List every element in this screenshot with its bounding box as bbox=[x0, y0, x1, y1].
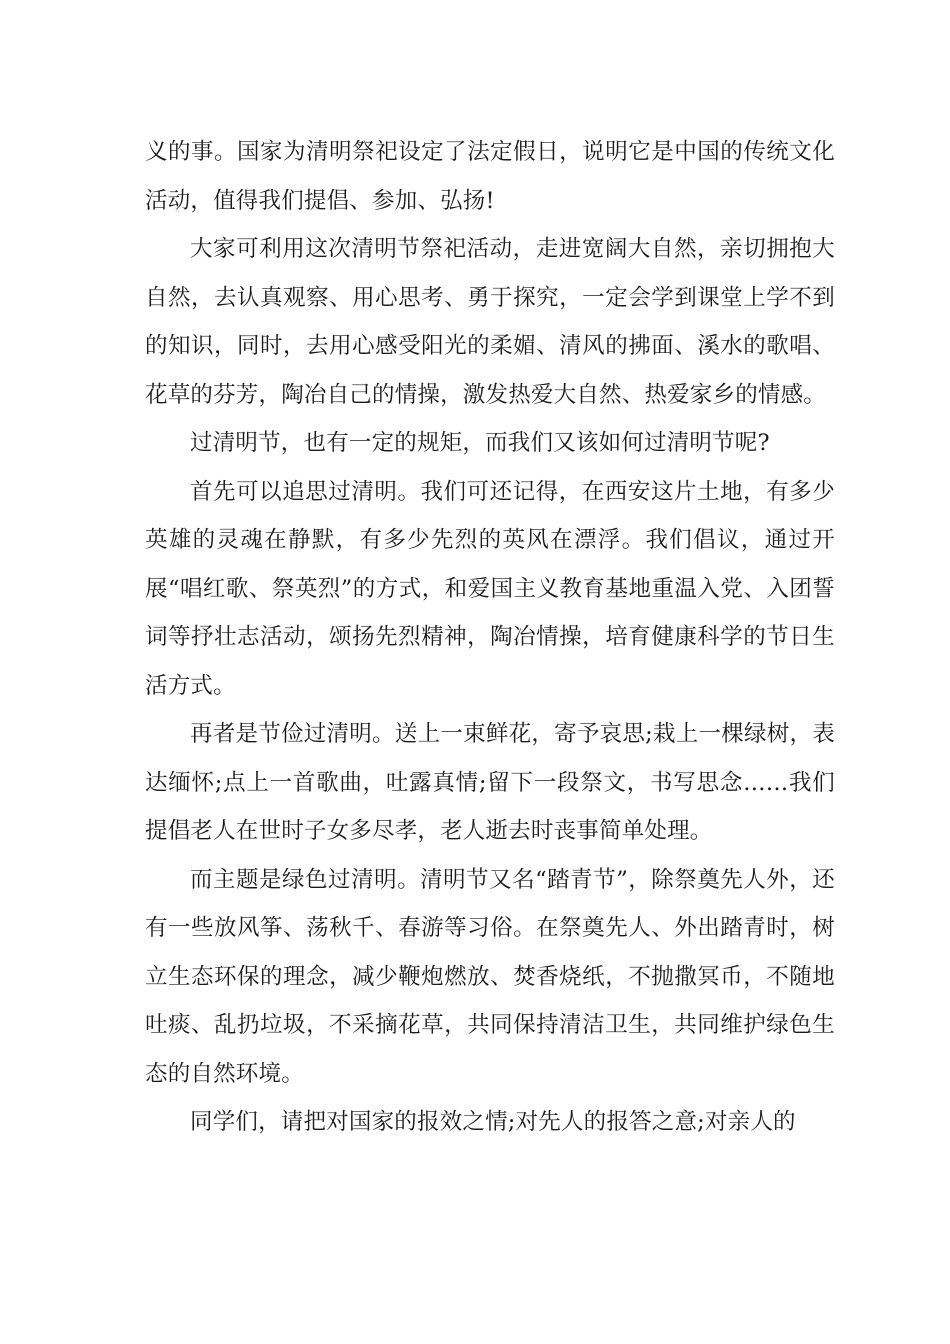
paragraph-2: 大家可利用这次清明节祭祀活动，走进宽阔大自然，亲切拥抱大自然，去认真观察、用心思考、勇于探究，一定会学到课堂上学不到的知识，同时，去用心感受阳光的柔媚、清风的拂面、溪水的歌唱、花草的芬芳，陶冶自己的情操，激发热爱大自然、热爱家乡的情感。 bbox=[145, 236, 835, 408]
body-text bbox=[145, 128, 835, 1147]
paragraph-5: 再者是节俭过清明。送上一束鲜花，寄予哀思;栽上一棵绿树，表达缅怀;点上一首歌曲，吐露真情;留下一段祭文，书写思念……我们提倡老人在世时子女多尽孝，老人逝去时丧事简单处理。 bbox=[145, 721, 835, 844]
paragraph-3: 过清明节，也有一定的规矩，而我们又该如何过清明节呢? bbox=[190, 430, 770, 456]
paragraph-1: 义的事。国家为清明祭祀设定了法定假日，说明它是中国的传统文化活动，值得我们提倡、参加、弘扬! bbox=[145, 139, 835, 214]
paragraph-6: 而主题是绿色过清明。清明节又名“踏青节”，除祭奠先人外，还有一些放风筝、荡秋千、春游等习俗。在祭奠先人、外出踏青时，树立生态环保的理念，减少鞭炮燃放、焚香烧纸，不抛撒冥币，不随地吐痰、乱扔垃圾，不采摘花草，共同保持清洁卫生，共同维护绿色生态的自然环境。 bbox=[145, 866, 835, 1087]
paragraph-4: 首先可以追思过清明。我们可还记得，在西安这片土地，有多少英雄的灵魂在静默，有多少先烈的英风在漂浮。我们倡议，通过开展“唱红歌、祭英烈”的方式，和爱国主义教育基地重温入党、入团誓词等抒壮志活动，颂扬先烈精神，陶冶情操，培育健康科学的节日生活方式。 bbox=[145, 478, 835, 699]
paragraph-7: 同学们，请把对国家的报效之情;对先人的报答之意;对亲人的 bbox=[190, 1109, 796, 1135]
